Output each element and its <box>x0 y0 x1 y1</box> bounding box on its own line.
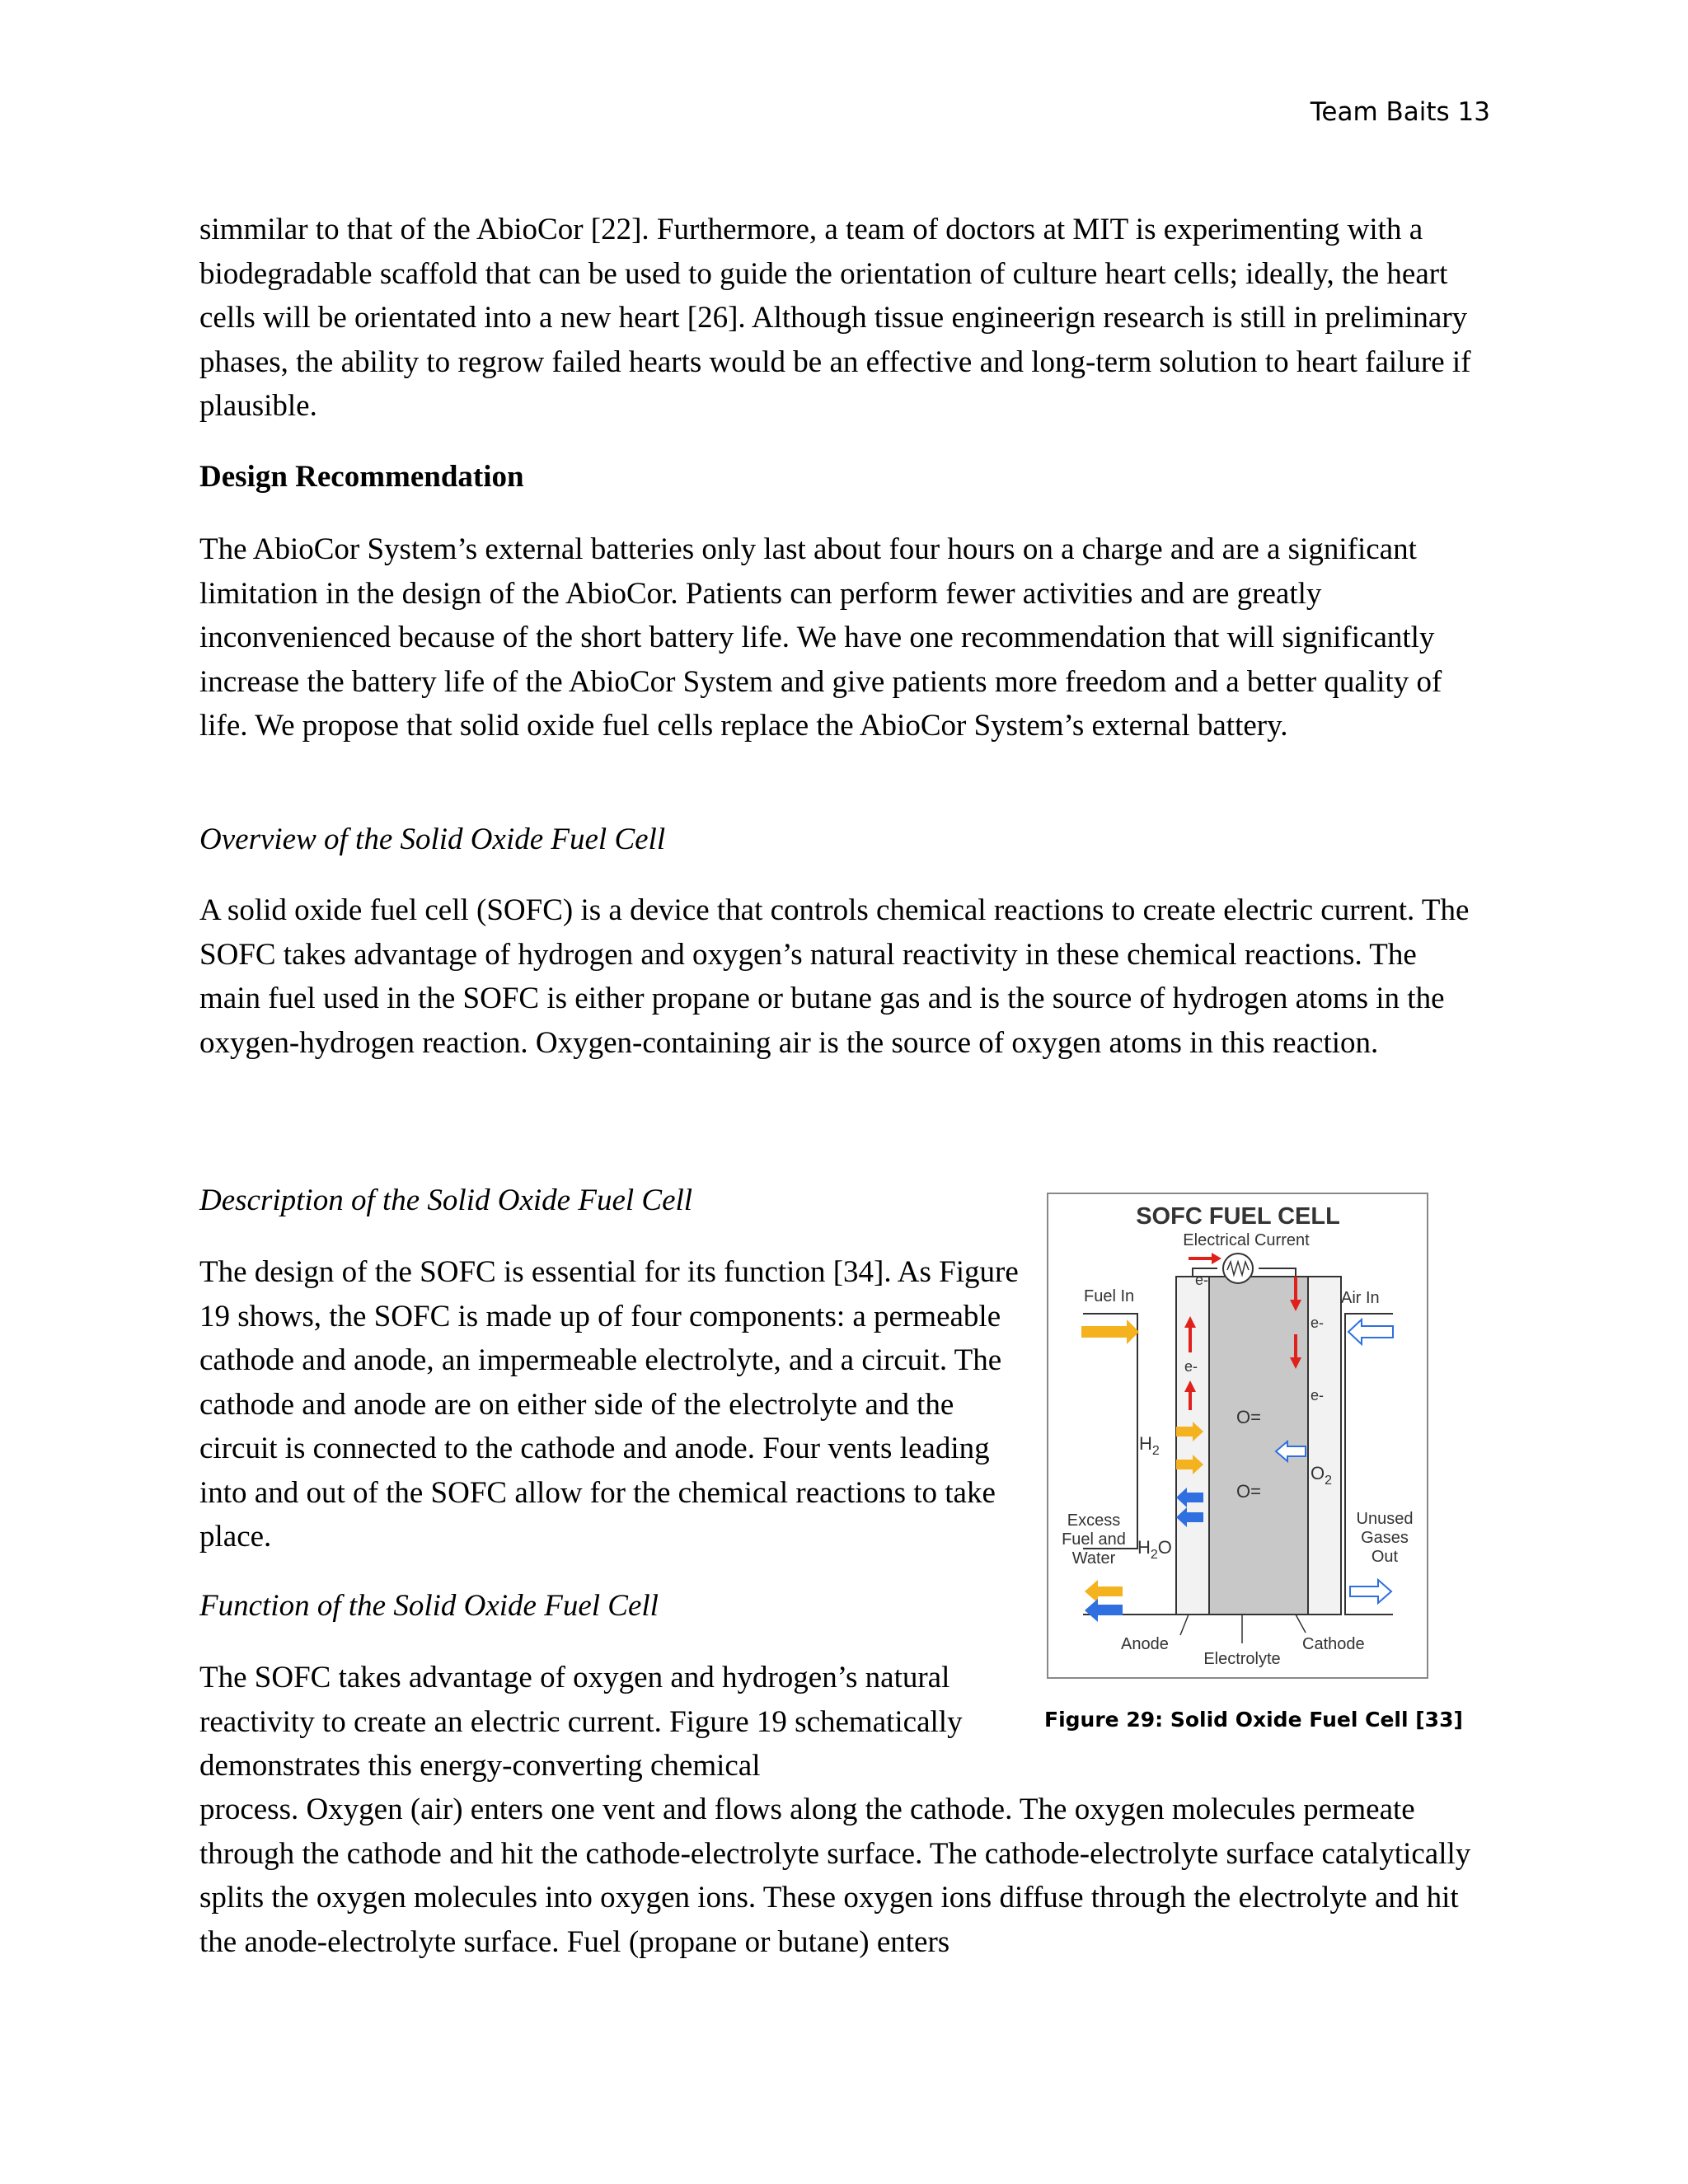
paragraph-function-part2: process. Oxygen (air) enters one vent and flows along the cathode. The oxygen molecules permeate through the cathode and hit the cathode-electrolyte surface. The cathode-electrolyte surface catalytically splits the oxygen molecules into oxygen ions. These oxygen ions diffuse through the electrolyte and hit the anode-electrolyte surface. Fuel (propane or butane) enters <box>199 1793 1471 1959</box>
sofc-figure <box>1047 1193 1428 1679</box>
label-excess-2: Fuel and <box>1062 1530 1126 1549</box>
paragraph-tissue-engineering: simmilar to that of the AbioCor [22]. Furthermore, a team of doctors at MIT is experimenting with a biodegradable scaffold that can be used to guide the orientation of culture heart cells; ideally, the heart cells will be orientated into a new heart [26]. Although tissue engineerign research is still in preliminary phases, the ability to regrow failed hearts would be an effective and long-term solution to heart failure if plausible. <box>199 213 1471 423</box>
svg-text:e-: e- <box>1311 1387 1325 1404</box>
oxygen-ion-label: O= <box>1236 1407 1261 1427</box>
label-unused-1: Unused <box>1356 1510 1414 1528</box>
current-arrow-icon <box>1212 1253 1221 1264</box>
fuel-in-arrow-icon <box>1081 1319 1139 1344</box>
page-header: Team Baits 13 <box>1310 97 1490 127</box>
label-unused-3: Out <box>1371 1548 1399 1566</box>
label-fuel-in: Fuel In <box>1084 1287 1135 1305</box>
h2o-label: $H_2O$ <box>1137 1537 1172 1562</box>
oxygen-ion-label: O= <box>1236 1481 1261 1502</box>
heading-description: Description of the Solid Oxide Fuel Cell <box>199 1183 693 1217</box>
heading-design-recommendation: Design Recommendation <box>199 460 524 494</box>
label-anode: Anode <box>1121 1635 1169 1653</box>
h2-label: $H_2$ <box>1139 1433 1160 1458</box>
excess-fuel-arrow-icon <box>1085 1580 1123 1603</box>
label-cathode: Cathode <box>1302 1635 1365 1653</box>
heading-function: Function of the Solid Oxide Fuel Cell <box>199 1589 659 1623</box>
paragraph-design-recommendation: The AbioCor System’s external batteries only last about four hours on a charge and are a significant limitation in the design of the AbioCor. Patients can perform fewer activities and are greatly inconvenienced because of the short battery life. We have one recommendation that will significantly increase the battery life of the AbioCor System and give patients more freedom and a better quality of life. We propose that solid oxide fuel cells replace the AbioCor System’s external battery. <box>199 532 1442 743</box>
label-air-in: Air In <box>1341 1289 1380 1307</box>
paragraph-overview: A solid oxide fuel cell (SOFC) is a device that controls chemical reactions to create electric current. The SOFC takes advantage of hydrogen and oxygen’s natural reactivity in these chemical reactions. The main fuel used in the SOFC is either propane or butane gas and is the source of hydrogen atoms in the oxygen-hydrogen reaction. Oxygen-containing air is the source of oxygen atoms in this reaction. <box>199 893 1470 1060</box>
label-excess-3: Water <box>1071 1549 1116 1568</box>
label-unused-2: Gases <box>1361 1529 1409 1547</box>
label-electrolyte: Electrolyte <box>1203 1650 1281 1668</box>
heading-overview: Overview of the Solid Oxide Fuel Cell <box>199 823 666 856</box>
paragraph-description: The design of the SOFC is essential for its function [34]. As Figure 19 shows, the SOFC is made up of four components: a permeable cathode and anode, an impermeable electrolyte, and a circuit. The cathode and anode are on either side of the electrolyte and the circuit is connected to the cathode and anode. Four vents leading into and out of the SOFC allow for the chemical reactions to take place. <box>199 1255 1019 1554</box>
unused-gases-arrow-icon <box>1350 1580 1391 1603</box>
air-channel-wall <box>1345 1314 1393 1615</box>
figure-caption: Figure 29: Solid Oxide Fuel Cell [33] <box>1044 1708 1463 1732</box>
label-electrical-current: Electrical Current <box>1183 1231 1310 1249</box>
svg-text:e-: e- <box>1195 1272 1209 1288</box>
excess-water-arrow-icon <box>1085 1599 1123 1622</box>
circuit-wire-right <box>1259 1268 1296 1277</box>
figure-title: SOFC FUEL CELL <box>1136 1203 1340 1230</box>
o2-label: $O_2$ <box>1311 1463 1333 1488</box>
svg-text:e-: e- <box>1311 1315 1325 1331</box>
svg-text:e-: e- <box>1184 1358 1198 1375</box>
air-in-arrow-icon <box>1348 1319 1393 1344</box>
label-excess-1: Excess <box>1067 1511 1121 1530</box>
paragraph-function-part1: The SOFC takes advantage of oxygen and hydrogen’s natural reactivity to create an electric current. Figure 19 schematically demonstrates this energy-converting chemical <box>199 1661 963 1783</box>
